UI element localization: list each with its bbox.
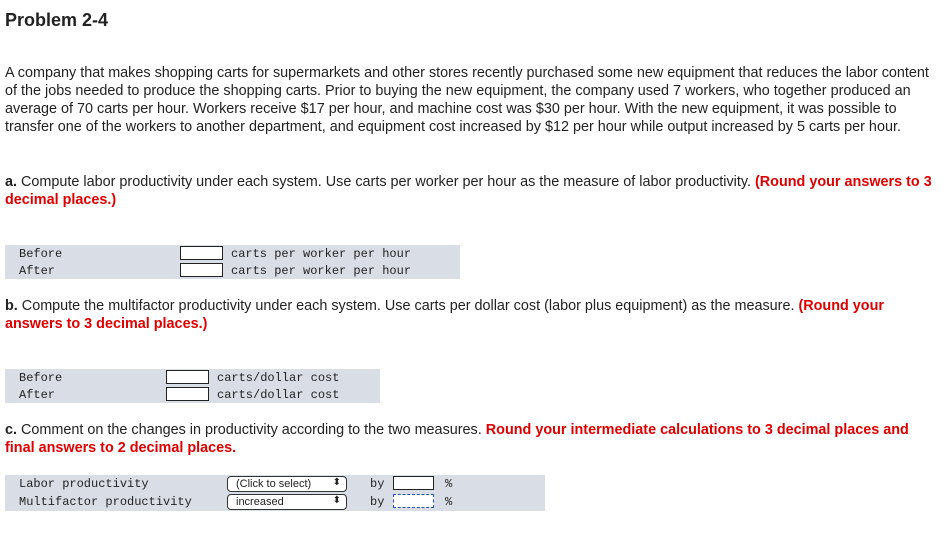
after-multifactor-input[interactable] [166, 387, 209, 401]
row-label: Before [19, 371, 63, 385]
row-label: After [19, 264, 56, 278]
labor-productivity-table [5, 245, 460, 279]
row-label: Multifactor productivity [19, 495, 192, 509]
labor-percent-input[interactable] [393, 476, 434, 490]
labor-change-select[interactable] [227, 476, 347, 492]
unit-label: carts per worker per hour [231, 264, 412, 278]
page-title: Problem 2-4 [5, 10, 109, 30]
unit-label: carts/dollar cost [217, 388, 340, 402]
question-a-prefix: a. [5, 174, 18, 190]
question-b-prefix: b. [5, 298, 18, 314]
table-row [5, 369, 380, 386]
table-row [5, 386, 380, 403]
productivity-change-table [5, 475, 545, 511]
unit-label: carts per worker per hour [231, 247, 412, 261]
question-a-note: (Round your answers to 3 decimal places.) [5, 174, 932, 208]
by-label: by [370, 495, 385, 509]
before-multifactor-input[interactable] [166, 370, 209, 384]
percent-label: % [445, 477, 453, 491]
multifactor-percent-input[interactable] [393, 494, 434, 508]
by-label: by [370, 477, 385, 491]
select-value: increased [236, 496, 284, 508]
updown-arrow-icon: ⬍ [332, 477, 341, 488]
percent-label: % [445, 495, 453, 509]
after-labor-input[interactable] [180, 263, 223, 277]
multifactor-productivity-table [5, 369, 380, 403]
unit-label: carts/dollar cost [217, 371, 340, 385]
table-row [5, 475, 545, 493]
multifactor-change-select[interactable] [227, 494, 347, 510]
question-b-text: Compute the multifactor productivity under each system. Use carts per dollar cost (labor plus equipment) as the measure. [17, 298, 799, 314]
before-labor-input[interactable] [180, 246, 223, 260]
table-row [5, 493, 545, 511]
question-c-prefix: c. [5, 422, 18, 438]
row-label: Before [19, 247, 63, 261]
select-value: (Click to select) [236, 478, 312, 490]
question-b-note: (Round your answers to 3 decimal places.) [5, 298, 884, 332]
problem-intro: A company that makes shopping carts for supermarkets and other stores recently purchased some new equipment that reduces the labor content of the jobs needed to produce the shopping carts. Prior to buying the new equipment, the company used 7 workers, who together produced an average of 70 carts per hour. Workers receive $17 per hour, and machine cost was $30 per hour. With the new equipment, it was possible to transfer one of the workers to another department, and equipment cost increased by $12 per hour while output increased by 5 carts per hour. [5, 65, 929, 135]
table-row [5, 245, 460, 262]
question-c-note: Round your intermediate calculations to 3 decimal places and final answers to 2 decimal places. [5, 422, 909, 456]
row-label: Labor productivity [19, 477, 149, 491]
question-c [5, 421, 935, 457]
updown-arrow-icon: ⬍ [332, 495, 341, 506]
question-a [5, 173, 935, 209]
question-b [5, 297, 935, 333]
question-a-text: Compute labor productivity under each system. Use carts per worker per hour as the measure of labor productivity. [17, 174, 755, 190]
row-label: After [19, 388, 56, 402]
table-row [5, 262, 460, 279]
question-c-text: Comment on the changes in productivity according to the two measures. [17, 422, 486, 438]
